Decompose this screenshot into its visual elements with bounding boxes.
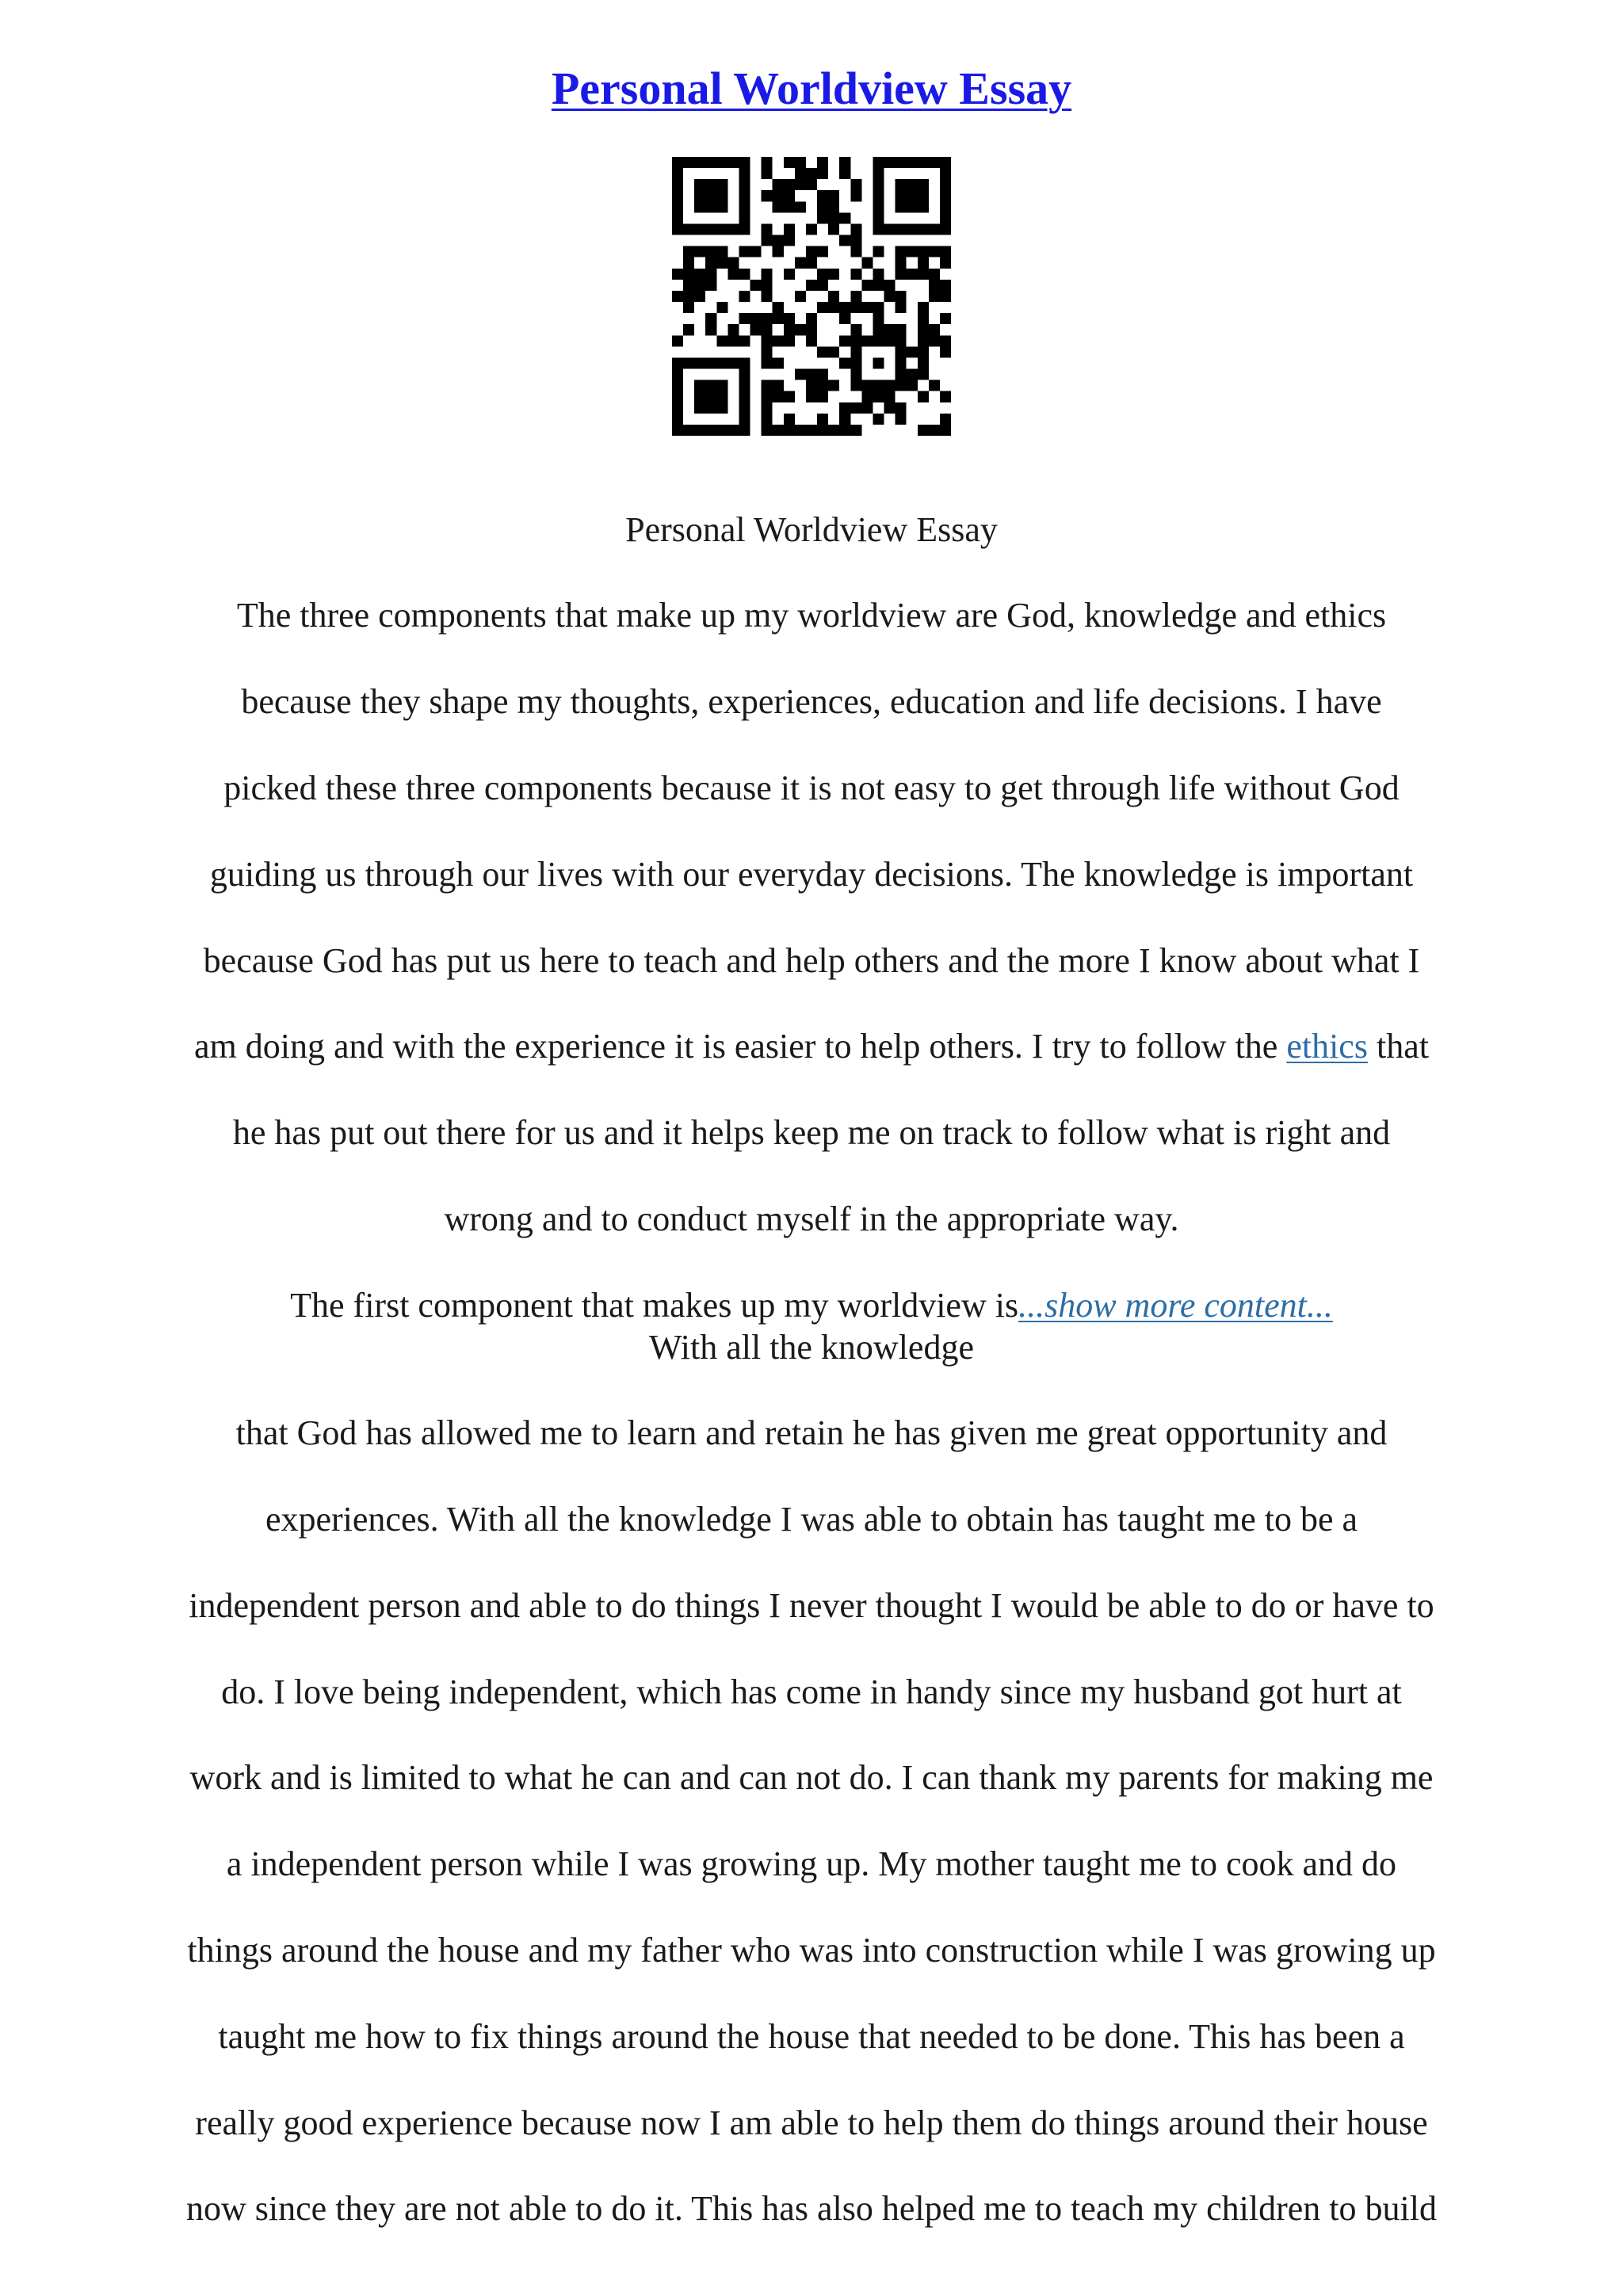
ethics-link[interactable]: ethics — [1286, 1027, 1368, 1066]
essay-line: guiding us through our lives with our everyday decisions. The knowledge is important — [209, 855, 1414, 894]
essay-line: because they shape my thoughts, experiences, education and life decisions. I have — [241, 682, 1382, 721]
essay-line-with-link — [0, 1023, 1623, 1070]
essay-line: that God has allowed me to learn and retain he has given me great opportunity and — [235, 1413, 1388, 1452]
essay-line: now since they are not able to do it. This has also helped me to teach my children to build — [186, 2189, 1437, 2228]
essay-subtitle: Personal Worldview Essay — [625, 510, 998, 549]
essay-line: really good experience because now I am able to help them do things around their house — [195, 2103, 1428, 2142]
essay-line: things around the house and my father who was into construction while I was growing up — [187, 1931, 1436, 1970]
component-intro-line — [0, 1282, 1623, 1329]
essay-line: The three components that make up my worldview are God, knowledge and ethics — [236, 596, 1387, 635]
continuation-heading: With all the knowledge — [648, 1328, 974, 1367]
qr-code-icon — [672, 157, 951, 436]
title-link[interactable]: Personal Worldview Essay — [551, 63, 1072, 114]
essay-line: work and is limited to what he can and can not do. I can thank my parents for making me — [189, 1758, 1434, 1797]
essay-line: experiences. With all the knowledge I was able to obtain has taught me to be a — [265, 1500, 1358, 1539]
essay-line: wrong and to conduct myself in the appropriate way. — [444, 1199, 1179, 1238]
essay-text: The first component that makes up my worldview is — [290, 1286, 1019, 1325]
essay-line: taught me how to fix things around the house that needed to be done. This has been a — [218, 2017, 1405, 2056]
essay-line: do. I love being independent, which has come in handy since my husband got hurt at — [221, 1672, 1402, 1711]
essay-line: he has put out there for us and it helps keep me on track to follow what is right and — [232, 1113, 1391, 1152]
essay-line: because God has put us here to teach and help others and the more I know about what I — [203, 941, 1420, 980]
show-more-link[interactable]: ...show more content... — [1018, 1286, 1333, 1325]
page-title — [0, 57, 1623, 120]
essay-text: that — [1367, 1027, 1429, 1066]
essay-line: independent person and able to do things I never thought I would be able to do or have to — [189, 1586, 1434, 1625]
essay-line: picked these three components because it is not easy to get through life without God — [223, 769, 1400, 807]
essay-line: a independent person while I was growing up. My mother taught me to cook and do — [226, 1844, 1397, 1883]
essay-text: am doing and with the experience it is easier to help others. I try to follow the — [194, 1027, 1287, 1066]
